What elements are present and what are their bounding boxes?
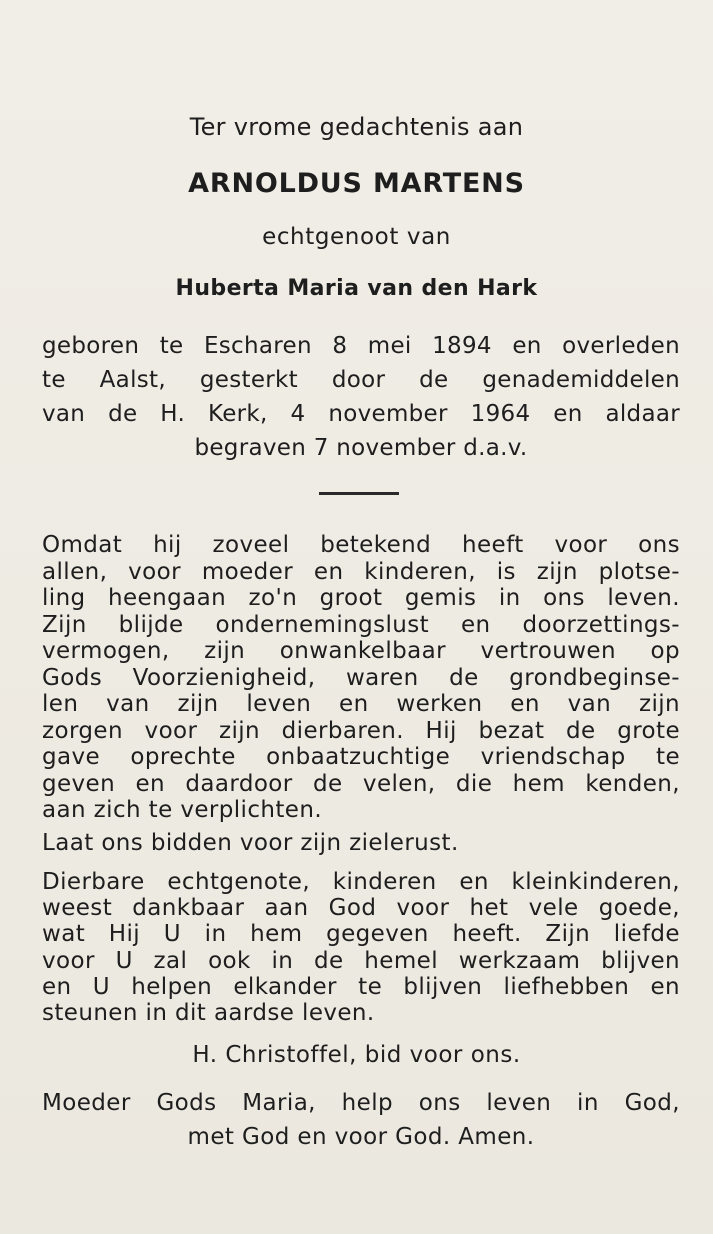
biography-line: begraven 7 november d.a.v. <box>194 435 528 461</box>
biography-line: geboren te Escharen 8 mei 1894 en overleden <box>42 333 680 359</box>
paragraph-line: wat Hij U in hem gegeven heeft. Zijn liefde <box>42 921 680 948</box>
prayer-line <box>42 830 680 856</box>
paragraph-line: len van zijn leven en werken en van zijn <box>42 691 680 717</box>
deceased-name: ARNOLDUS MARTENS <box>188 168 525 199</box>
paragraph-line: Zijn blijde ondernemingslust en doorzettings- <box>42 611 680 638</box>
closing-line: Moeder Gods Maria, help ons leven in God, <box>42 1090 680 1116</box>
spouse-name: Huberta Maria van den Hark <box>175 276 538 301</box>
family-paragraph <box>42 869 680 1026</box>
intro-line: Ter vrome gedachtenis aan <box>189 113 524 141</box>
paragraph-line: aan zich te verplichten. <box>42 797 323 823</box>
biography-block <box>42 329 680 465</box>
paragraph-line: en U helpen elkander te blijven liefhebben en <box>42 973 680 1000</box>
closing-prayer <box>42 1086 680 1154</box>
paragraph-line: voor U zal ook in de hemel werkzaam blijven <box>42 947 680 974</box>
paragraph-line: gave oprechte onbaatzuchtige vriendschap te <box>42 744 680 770</box>
paragraph-line: Gods Voorzienigheid, waren de grondbeginse- <box>42 664 680 691</box>
paragraph-line: zorgen voor zijn dierbaren. Hij bezat de grote <box>42 717 680 744</box>
paragraph-line: ling heengaan zo'n groot gemis in ons leven. <box>42 585 680 611</box>
closing-line: met God en voor God. Amen. <box>187 1124 535 1150</box>
spouse-label: echtgenoot van <box>262 224 451 250</box>
paragraph-line: geven en daardoor de velen, die hem kenden, <box>42 770 680 797</box>
saint-invocation: H. Christoffel, bid voor ons. <box>192 1042 521 1068</box>
paragraph-line: Dierbare echtgenote, kinderen en kleinkinderen, <box>42 869 680 895</box>
paragraph-line: weest dankbaar aan God voor het vele goede, <box>42 895 680 922</box>
paragraph-line: steunen in dit aardse leven. <box>42 1000 375 1027</box>
biography-line: van de H. Kerk, 4 november 1964 en aldaar <box>42 401 680 427</box>
paragraph-line: Omdat hij zoveel betekend heeft voor ons <box>42 532 680 558</box>
paragraph-line: allen, voor moeder en kinderen, is zijn plotse- <box>42 558 680 585</box>
paragraph-line: vermogen, zijn onwankelbaar vertrouwen op <box>42 638 680 664</box>
remembrance-paragraph <box>42 532 680 824</box>
biography-line: te Aalst, gesterkt door de genademiddelen <box>42 367 680 393</box>
prayer-text: Laat ons bidden voor zijn zielerust. <box>42 830 459 856</box>
section-divider <box>319 492 399 495</box>
